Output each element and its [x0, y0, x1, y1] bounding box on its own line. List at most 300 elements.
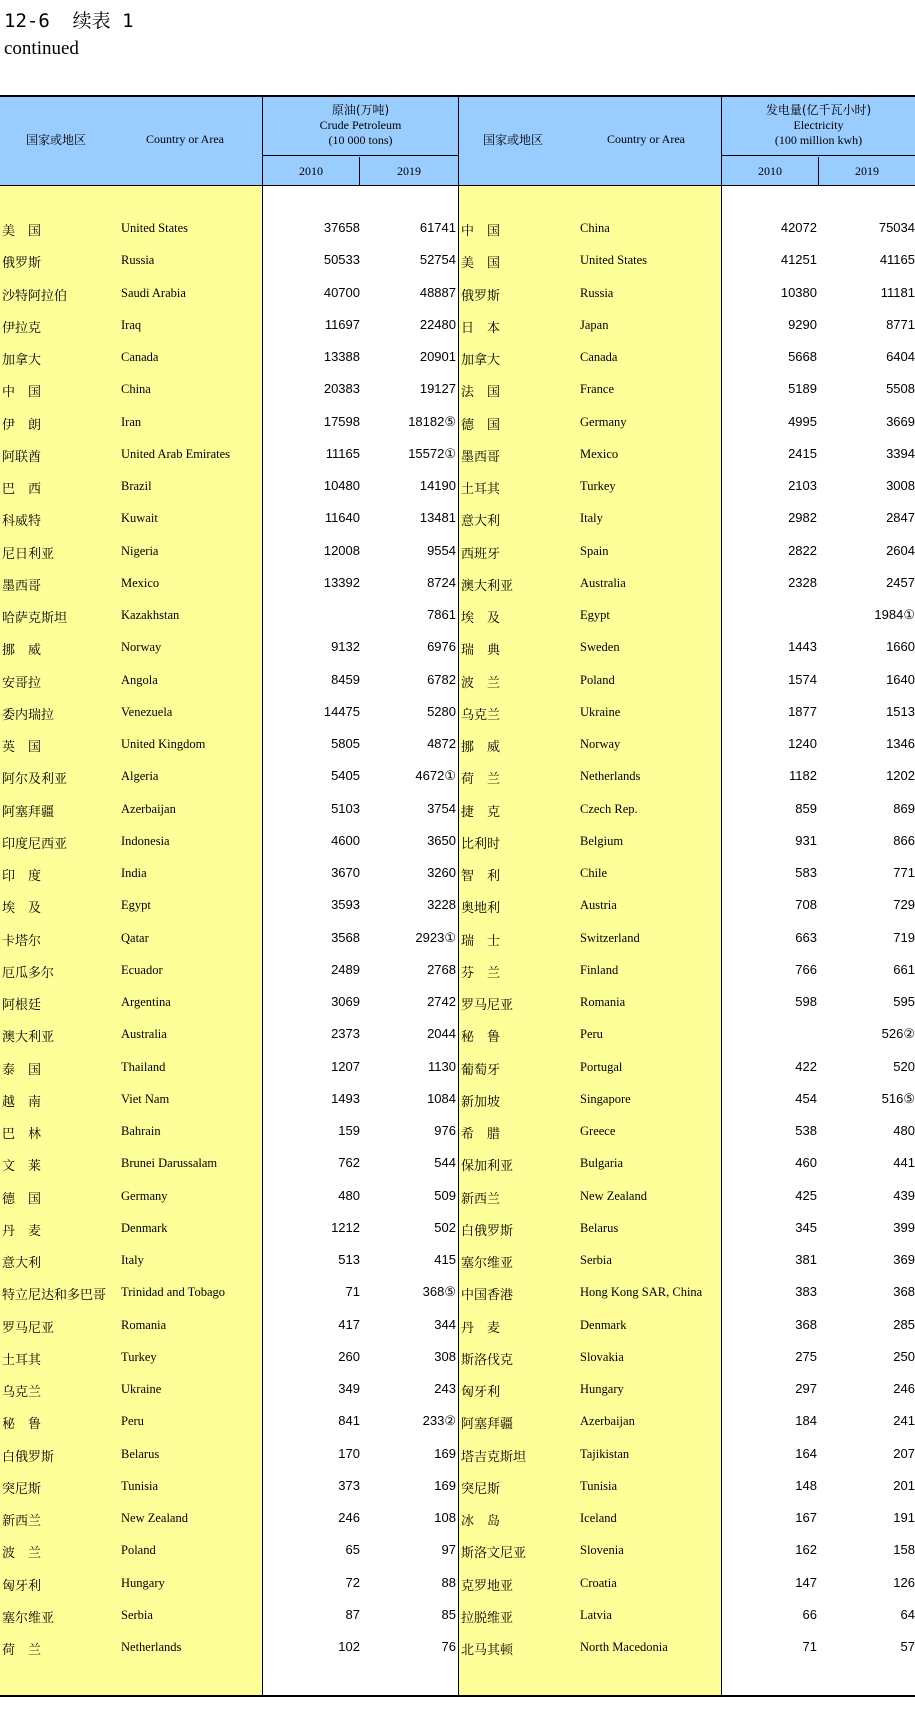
value-2010: 3670: [331, 865, 360, 880]
country-name-en: Egypt: [121, 898, 151, 913]
table-header: [0, 97, 458, 186]
value-2019: 661: [893, 961, 915, 977]
country-name-en: Ukraine: [580, 704, 621, 719]
country-name-cn: 丹 麦: [2, 1223, 42, 1239]
value-2010: 1182: [789, 768, 817, 784]
country-header-cn: 国家或地区: [483, 133, 544, 147]
country-name-cn: 荷 兰: [2, 1643, 42, 1658]
table-row: [0, 728, 458, 760]
country-name-en: Slovakia: [580, 1349, 624, 1364]
table-row: [0, 1502, 458, 1534]
table-row: [459, 341, 915, 373]
table-row: [459, 631, 915, 663]
value-2019: 6976: [427, 639, 456, 655]
country-name-en: Turkey: [580, 479, 616, 493]
value-2019: 48887: [419, 284, 456, 300]
value-2019: 1984①: [874, 607, 915, 622]
value-2010: 859: [795, 800, 817, 816]
value-2019: 246: [893, 1381, 915, 1396]
value-2019: 368⑤: [422, 1284, 456, 1300]
country-name-cn: 荷 兰: [461, 772, 501, 788]
value-2019: 2847: [886, 510, 915, 526]
country-header-cell: [459, 97, 722, 185]
country-header-cell: [0, 97, 263, 185]
value-2019: 509: [434, 1187, 456, 1203]
table-row: [0, 535, 458, 567]
table-row: [459, 825, 915, 857]
table-title: 12-6 续表 1: [4, 10, 134, 32]
country-name-cn: 卡塔尔: [2, 933, 42, 949]
table-row: [0, 1180, 458, 1212]
value-2010: 13392: [323, 574, 360, 590]
table-row: [459, 1147, 915, 1179]
country-name-en: Trinidad and Tobago: [121, 1285, 225, 1300]
country-name-cn: 伊拉克: [2, 320, 42, 336]
country-name-cn: 特立尼达和多巴哥: [2, 1288, 107, 1304]
value-2010: 931: [795, 832, 817, 848]
value-2010: 72: [345, 1574, 360, 1590]
country-name-en: Mexico: [121, 575, 160, 590]
value-2019: 308: [434, 1348, 456, 1364]
value-2019: 344: [434, 1316, 456, 1332]
country-name-en: Portugal: [580, 1059, 623, 1074]
table-row: [0, 664, 458, 696]
country-name-en: China: [121, 382, 151, 397]
country-name-cn: 美 国: [461, 256, 501, 272]
country-name-en: Russia: [121, 253, 155, 268]
country-name-cn: 英 国: [2, 740, 42, 755]
value-2019: 3650: [427, 832, 456, 848]
table-row: [459, 760, 915, 792]
country-name-cn: 中国香港: [461, 1288, 514, 1304]
country-name-en: Norway: [121, 640, 162, 655]
country-header-en: Country or Area: [607, 132, 685, 146]
country-name-cn: 乌克兰: [2, 1385, 42, 1400]
country-name-en: Venezuela: [121, 704, 173, 719]
value-2019: 243: [434, 1381, 456, 1396]
country-name-en: Japan: [580, 317, 609, 332]
value-2019: 866: [893, 832, 915, 848]
country-name-en: Ukraine: [121, 1382, 162, 1396]
country-name-cn: 越 南: [2, 1094, 42, 1110]
country-name-en: Kazakhstan: [121, 608, 180, 622]
table-subtitle: continued: [4, 38, 79, 59]
country-name-en: India: [121, 866, 147, 880]
year-header-2019: 2019: [855, 164, 879, 178]
value-2010: 71: [345, 1284, 360, 1300]
country-name-en: Latvia: [580, 1607, 612, 1622]
value-2010: 1877: [788, 703, 817, 719]
country-name-cn: 文 莱: [2, 1159, 42, 1175]
value-2019: 771: [893, 865, 915, 880]
country-name-en: China: [580, 221, 610, 235]
country-name-en: Czech Rep.: [580, 801, 638, 816]
country-name-en: Qatar: [121, 930, 149, 945]
country-name-en: Norway: [580, 737, 621, 751]
table-row: [0, 1276, 458, 1308]
country-name-cn: 伊 朗: [2, 417, 42, 433]
country-name-cn: 安哥拉: [2, 675, 42, 691]
country-name-cn: 芬 兰: [461, 965, 501, 981]
value-2019: 76: [441, 1639, 456, 1654]
value-2019: 2604: [886, 542, 915, 558]
country-name-en: Switzerland: [580, 930, 640, 945]
value-2019: 3669: [886, 413, 915, 429]
country-name-en: Chile: [580, 866, 608, 880]
table-row: [459, 1567, 915, 1599]
value-2010: 5405: [331, 768, 360, 784]
country-name-cn: 加拿大: [461, 353, 501, 368]
country-name-en: United States: [580, 253, 648, 268]
value-2019: 11181: [880, 284, 915, 300]
value-2019: 3394: [886, 445, 915, 461]
year-header-2019: 2019: [397, 164, 421, 178]
country-name-cn: 塞尔维亚: [461, 1256, 514, 1271]
table-bottom-rule: [0, 1695, 915, 1697]
value-2019: 869: [893, 800, 915, 816]
value-2019: 1130: [428, 1058, 456, 1074]
value-2019: 502: [434, 1219, 456, 1235]
value-2010: 50533: [323, 252, 360, 268]
value-2010: 167: [795, 1510, 817, 1525]
table-row: [0, 567, 458, 599]
value-2010: 383: [795, 1284, 817, 1300]
country-name-cn: 突尼斯: [461, 1481, 501, 1497]
value-2010: 766: [795, 961, 817, 977]
table-body: [0, 186, 458, 1695]
country-name-cn: 墨西哥: [461, 449, 501, 465]
country-name-cn: 葡萄牙: [461, 1062, 501, 1078]
value-2010: 417: [338, 1316, 360, 1332]
value-2010: 1207: [331, 1058, 360, 1074]
country-name-en: Germany: [580, 414, 627, 429]
country-name-en: Angola: [121, 672, 158, 687]
value-2010: 5805: [331, 736, 360, 751]
country-name-en: Croatia: [580, 1575, 617, 1590]
value-2010: 40700: [323, 284, 360, 300]
country-name-cn: 拉脱维亚: [461, 1610, 514, 1626]
measure-header-cell: [263, 97, 458, 156]
country-name-en: Thailand: [121, 1059, 166, 1074]
table-row: [0, 631, 458, 663]
value-2010: 349: [338, 1381, 360, 1396]
country-name-en: Russia: [580, 285, 614, 300]
country-name-en: Slovenia: [580, 1543, 624, 1558]
country-name-cn: 阿根廷: [2, 998, 42, 1013]
value-2010: 11165: [325, 445, 360, 461]
country-name-cn: 挪 威: [461, 740, 501, 755]
country-name-cn: 尼日利亚: [2, 546, 55, 562]
country-name-en: Egypt: [580, 608, 610, 622]
table-row: [0, 1115, 458, 1147]
table-row: [0, 825, 458, 857]
value-2010: 37658: [323, 220, 360, 235]
country-name-en: Nigeria: [121, 543, 159, 558]
value-2010: 13388: [323, 349, 360, 364]
country-name-cn: 意大利: [2, 1256, 42, 1271]
value-2019: 158: [893, 1542, 915, 1558]
value-2010: 1574: [788, 671, 817, 687]
country-name-cn: 阿尔及利亚: [2, 772, 68, 788]
value-2010: 5189: [788, 381, 817, 397]
country-name-cn: 新加坡: [461, 1094, 501, 1110]
value-2019: 250: [893, 1348, 915, 1364]
value-2010: 1493: [331, 1090, 360, 1106]
value-2010: 3593: [331, 897, 360, 913]
value-2010: 4600: [331, 832, 360, 848]
country-name-en: Belgium: [580, 833, 624, 848]
country-name-en: United Kingdom: [121, 737, 206, 751]
country-name-cn: 智 利: [461, 869, 501, 884]
country-name-cn: 印 度: [2, 869, 42, 884]
value-2019: 14190: [419, 478, 456, 493]
table-row: [0, 502, 458, 534]
country-name-en: Canada: [580, 350, 618, 364]
country-name-cn: 意大利: [461, 514, 501, 530]
country-name-cn: 秘 鲁: [2, 1417, 42, 1433]
value-2010: 425: [795, 1187, 817, 1203]
table-row: [459, 1405, 915, 1437]
measure-header-cell: [722, 97, 915, 156]
country-name-en: Singapore: [580, 1091, 631, 1106]
value-2010: 373: [338, 1477, 360, 1493]
value-2019: 441: [893, 1155, 915, 1171]
table-row: [459, 535, 915, 567]
value-2010: 663: [795, 929, 817, 945]
value-2010: 708: [795, 897, 817, 913]
country-name-cn: 匈牙利: [461, 1385, 501, 1400]
table-row: [0, 857, 458, 889]
country-name-en: Netherlands: [580, 769, 641, 784]
value-2010: 66: [802, 1606, 817, 1622]
value-2019: 2044: [427, 1026, 456, 1042]
value-2010: 164: [795, 1445, 817, 1461]
country-name-en: Australia: [121, 1027, 167, 1042]
value-2019: 75034: [878, 220, 915, 235]
table-body: [459, 186, 915, 1695]
table-row: [459, 567, 915, 599]
country-name-en: Italy: [121, 1253, 144, 1267]
table-row: [0, 277, 458, 309]
country-name-cn: 瑞 士: [461, 933, 501, 949]
value-2010: 159: [338, 1123, 360, 1138]
table-header: [459, 97, 915, 186]
country-name-en: Romania: [121, 1317, 167, 1332]
value-2019: 9554: [427, 542, 456, 558]
value-2019: 1202: [886, 768, 915, 784]
value-2019: 1660: [886, 639, 915, 655]
table-row: [0, 212, 458, 244]
table-row: [459, 502, 915, 534]
country-name-en: Azerbaijan: [121, 801, 176, 816]
country-name-cn: 新西兰: [2, 1514, 42, 1529]
value-2010: 9132: [331, 639, 360, 655]
country-name-en: Brazil: [121, 479, 152, 493]
value-2019: 2768: [427, 961, 456, 977]
table-row: [0, 760, 458, 792]
country-name-en: Hungary: [121, 1575, 165, 1590]
table-row: [459, 1180, 915, 1212]
country-name-cn: 澳大利亚: [2, 1030, 55, 1046]
table-row: [0, 696, 458, 728]
table-row: [459, 857, 915, 889]
value-2010: 1443: [788, 639, 817, 655]
table-row: [459, 1631, 915, 1663]
value-2019: 19127: [419, 381, 456, 397]
country-name-cn: 秘 鲁: [461, 1030, 501, 1046]
table-row: [459, 986, 915, 1018]
table-row: [459, 1341, 915, 1373]
country-name-en: Australia: [580, 575, 626, 590]
table-row: [0, 986, 458, 1018]
country-name-en: Poland: [121, 1543, 156, 1558]
table-row: [0, 1018, 458, 1050]
country-name-cn: 法 国: [461, 385, 501, 401]
value-2010: 8459: [331, 671, 360, 687]
country-name-cn: 印度尼西亚: [2, 836, 68, 852]
country-name-en: United Arab Emirates: [121, 446, 230, 461]
country-name-en: Finland: [580, 962, 619, 977]
country-name-en: Austria: [580, 898, 617, 913]
table-row: [0, 1438, 458, 1470]
value-2019: 2457: [886, 574, 915, 590]
country-name-cn: 突尼斯: [2, 1481, 42, 1497]
value-2019: 526②: [881, 1026, 915, 1042]
country-name-en: Spain: [580, 543, 609, 558]
value-2019: 2923①: [415, 929, 456, 945]
value-2019: 18182⑤: [408, 413, 456, 429]
table-row: [459, 696, 915, 728]
country-name-cn: 俄罗斯: [461, 288, 501, 304]
country-name-cn: 奥地利: [461, 901, 501, 917]
table-row: [459, 1051, 915, 1083]
country-name-cn: 科威特: [2, 514, 42, 530]
value-2010: 275: [795, 1348, 817, 1364]
value-2010: 87: [345, 1606, 360, 1622]
value-2010: 5103: [331, 800, 360, 816]
value-2010: 5668: [788, 349, 817, 364]
value-2019: 7861: [427, 607, 456, 622]
country-name-en: Romania: [580, 995, 626, 1009]
table-row: [459, 1373, 915, 1405]
value-2019: 6404: [886, 349, 915, 364]
country-name-en: Italy: [580, 511, 603, 526]
value-2019: 976: [434, 1123, 456, 1138]
measure-header-unit: (100 million kwh): [774, 133, 863, 147]
table-row: [459, 1083, 915, 1115]
country-name-cn: 罗马尼亚: [2, 1320, 55, 1336]
country-name-en: Iceland: [580, 1511, 617, 1525]
country-name-cn: 西班牙: [461, 546, 501, 562]
value-2010: 147: [795, 1574, 817, 1590]
country-name-cn: 保加利亚: [461, 1159, 514, 1175]
country-name-cn: 墨西哥: [2, 578, 42, 594]
value-2010: 170: [338, 1445, 360, 1461]
value-2010: 2489: [331, 961, 360, 977]
table-row: [459, 1534, 915, 1566]
value-2019: 3008: [886, 478, 915, 493]
value-2010: 17598: [323, 413, 360, 429]
country-name-en: New Zealand: [580, 1188, 647, 1203]
country-name-cn: 白俄罗斯: [2, 1449, 55, 1465]
value-2019: 1084: [427, 1090, 456, 1106]
value-2019: 3228: [427, 897, 456, 913]
country-name-en: Hungary: [580, 1382, 624, 1396]
country-name-en: Sweden: [580, 640, 620, 655]
table-row: [0, 1631, 458, 1663]
value-2010: 538: [795, 1123, 817, 1138]
value-2010: 422: [795, 1058, 817, 1074]
value-2019: 191: [893, 1510, 915, 1525]
country-name-cn: 希 腊: [461, 1127, 501, 1142]
value-2019: 201: [893, 1477, 915, 1493]
country-name-cn: 挪 威: [2, 643, 42, 659]
table-row: [0, 1083, 458, 1115]
country-name-cn: 美 国: [2, 224, 42, 239]
value-2010: 2103: [788, 478, 817, 493]
country-name-cn: 厄瓜多尔: [2, 965, 55, 981]
value-2010: 71: [802, 1639, 817, 1654]
country-name-cn: 德 国: [461, 417, 501, 433]
value-2010: 2328: [788, 574, 817, 590]
value-2010: 368: [795, 1316, 817, 1332]
country-name-cn: 俄罗斯: [2, 256, 42, 272]
table-row: [0, 954, 458, 986]
value-2019: 285: [893, 1316, 915, 1332]
country-name-cn: 北马其顿: [461, 1643, 514, 1658]
value-2019: 5508: [886, 381, 915, 397]
value-2019: 544: [434, 1155, 456, 1171]
country-name-en: Brunei Darussalam: [121, 1156, 218, 1171]
country-name-cn: 埃 及: [461, 611, 501, 626]
country-name-cn: 德 国: [2, 1191, 42, 1207]
table-row: [459, 889, 915, 921]
value-2010: 20383: [323, 381, 360, 397]
country-name-cn: 土耳其: [461, 482, 501, 497]
table-row: [0, 1051, 458, 1083]
value-2010: 762: [338, 1155, 360, 1171]
value-2019: 3260: [427, 865, 456, 880]
value-2019: 516⑤: [881, 1090, 915, 1106]
value-2010: 102: [338, 1639, 360, 1654]
country-name-en: Argentina: [121, 995, 171, 1009]
table-row: [459, 373, 915, 405]
country-name-cn: 罗马尼亚: [461, 998, 514, 1013]
table-row: [0, 406, 458, 438]
value-2019: 399: [893, 1219, 915, 1235]
value-2019: 3754: [427, 800, 456, 816]
country-header-en: Country or Area: [146, 132, 224, 146]
country-name-en: Serbia: [121, 1607, 153, 1622]
country-name-en: Peru: [580, 1027, 603, 1042]
value-2010: 10380: [780, 284, 817, 300]
country-name-cn: 白俄罗斯: [461, 1223, 514, 1239]
table-row: [0, 309, 458, 341]
value-2010: 297: [795, 1381, 817, 1396]
table-row: [459, 1212, 915, 1244]
country-name-cn: 乌克兰: [461, 707, 501, 723]
value-2010: 65: [345, 1542, 360, 1558]
table-row: [459, 1309, 915, 1341]
country-name-en: Indonesia: [121, 833, 170, 848]
table-row: [0, 1341, 458, 1373]
value-2010: 11640: [324, 510, 360, 526]
value-2010: 10480: [323, 478, 360, 493]
value-2019: 241: [893, 1413, 915, 1429]
value-2010: 2415: [788, 445, 817, 461]
value-2019: 1346: [886, 736, 915, 751]
table-row: [459, 406, 915, 438]
